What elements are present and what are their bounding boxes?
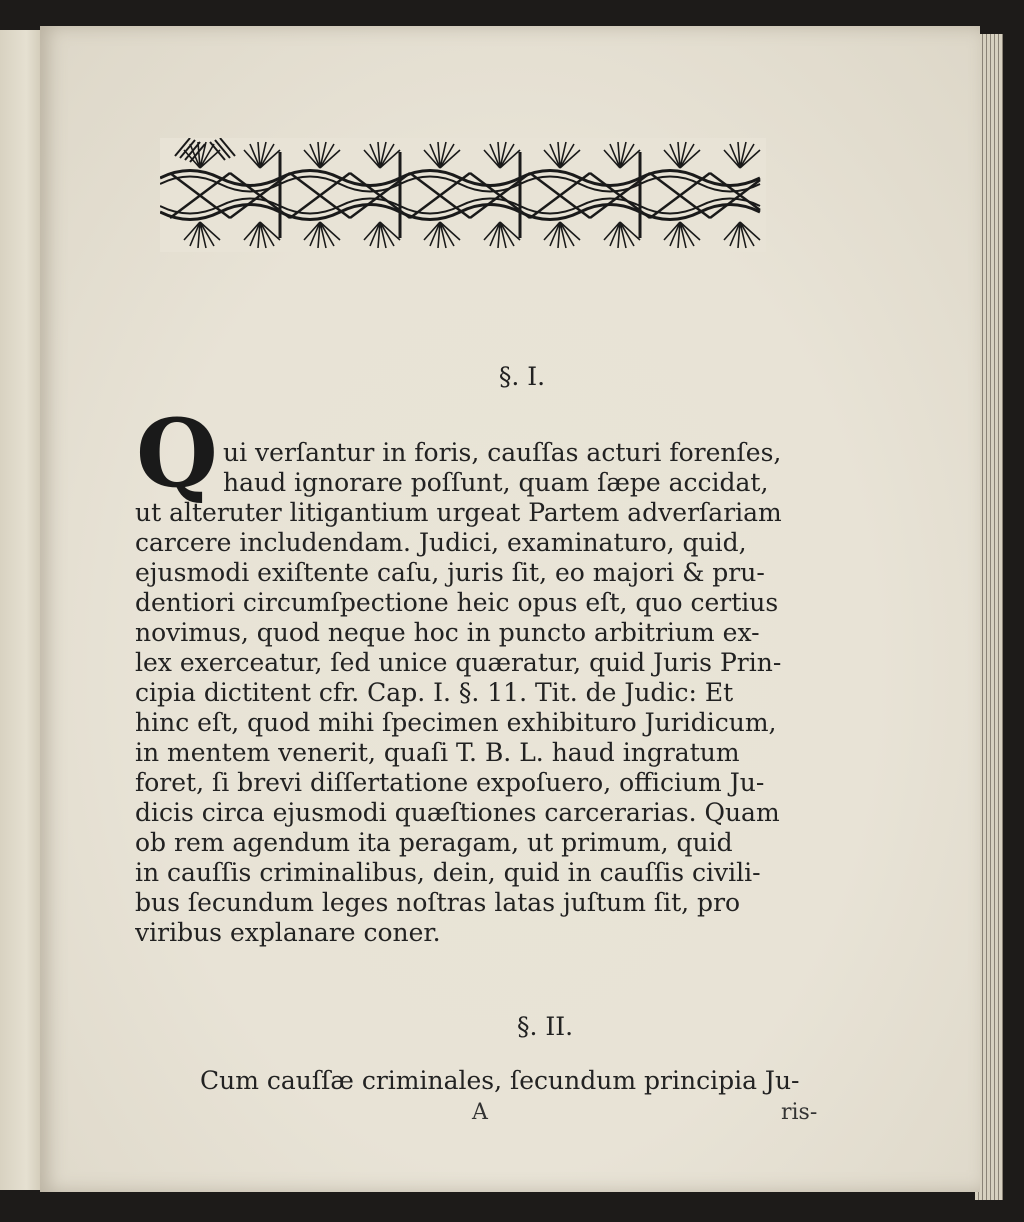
left-page-edge [0,30,45,1190]
text-line: dentiori circumſpectione heic opus eſt, quo certius [135,588,779,617]
drop-cap: Q [136,399,218,509]
text-line: hinc eſt, quod mihi ſpecimen exhibituro Juridicum, [135,708,777,737]
text-line: ob rem agendum ita peragam, ut primum, quid [135,828,733,857]
text-line: ejusmodi exiſtente caſu, juris ſit, eo majori & pru- [135,558,765,587]
decorative-headpiece-icon [160,138,766,252]
text-line: carcere includendam. Judici, examinaturo, quid, [135,528,747,557]
text-line: novimus, quod neque hoc in puncto arbitrium ex- [135,618,760,647]
text-line: ut alteruter litigantium urgeat Partem adverſariam [135,498,782,527]
text-line: cipia dictitent cfr. Cap. I. §. 11. Tit. de Judic: Et [135,678,734,707]
catchword: ris- [781,1100,818,1125]
text-line: in cauſſis criminalibus, dein, quid in cauſſis civili- [135,858,761,887]
text-line: foret, ſi brevi diſſertatione expoſuero, officium Ju- [135,768,765,797]
section-heading-2: §. II. [516,1012,574,1041]
text-line: ui verſantur in foris, cauſſas acturi forenſes, [223,438,782,467]
text-line: haud ignorare poſſunt, quam ſæpe accidat, [223,468,769,497]
text-line: viribus explanare coner. [135,918,441,947]
signature-mark: A [472,1100,488,1125]
paragraph-1 [135,438,825,948]
text-line: in mentem venerit, quaſi T. B. L. haud ingratum [135,738,740,767]
section-2-first-line: Cum cauſſæ criminales, ſecundum principia Ju- [200,1066,800,1095]
text-line: lex exerceatur, ſed unice quæratur, quid Juris Prin- [135,648,782,677]
text-line: bus ſecundum leges noſtras latas juſtum ſit, pro [135,888,741,917]
book-page [40,26,980,1192]
section-heading-1: §. I. [498,362,546,391]
text-line: dicis circa ejusmodi quæſtiones carcerarias. Quam [135,798,780,827]
